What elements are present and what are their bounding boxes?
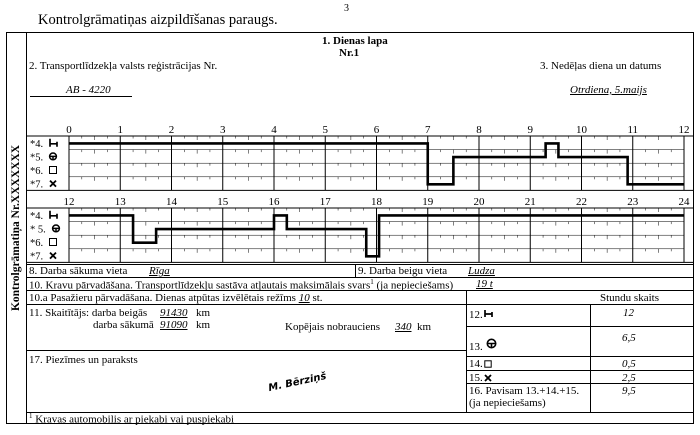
hours-row-availability-value: 2,5	[622, 372, 636, 384]
top-hour-label: 11	[627, 124, 639, 136]
passenger-label	[29, 293, 323, 304]
hours-line-13	[466, 326, 694, 327]
sep-8-9	[355, 264, 356, 277]
top-hour-label: 6	[373, 124, 380, 136]
top-hour-label: 2	[168, 124, 175, 136]
row-line-11	[26, 304, 694, 305]
cargo-label-text: 10. Kravu pārvadāšana. Transportlīdzekļu sastāva atļautais maksimālais svars	[29, 279, 371, 292]
bottom-hour-label: 15	[217, 196, 229, 208]
end-place-value: Ludza	[468, 265, 495, 277]
top-hour-label: 1	[117, 124, 123, 136]
registration-label: 2. Transportlīdzekļa valsts reģistrācijas Nr.	[29, 60, 218, 72]
top-row-label: *6.	[30, 166, 44, 177]
signature: M. Bērziņš	[267, 370, 328, 395]
top-row-label: *5.	[30, 152, 44, 164]
box-icon	[484, 360, 492, 368]
total-distance-label: Kopējais nobrauciens	[285, 321, 380, 333]
bottom-hour-label: 18	[371, 196, 382, 208]
top-hour-label: 10	[576, 124, 587, 136]
top-hour-label: 0	[66, 124, 72, 136]
hours-row-total-note: (ja nepieciešams)	[469, 397, 546, 409]
odometer-start-value: 91090	[160, 319, 188, 331]
top-hour-label: 8	[476, 124, 482, 136]
hours-row-rest-label: 12.	[469, 309, 483, 321]
total-distance-unit: km	[417, 321, 432, 333]
end-place-label: 9. Darba beigu vieta	[358, 265, 448, 277]
cargo-footnote-marker: 1	[370, 278, 374, 286]
bottom-row-label: * 5.	[30, 224, 46, 236]
cross-icon	[50, 181, 56, 187]
top-row-label: *4.	[30, 138, 44, 150]
hours-table-header: Stundu skaits	[600, 292, 659, 304]
weekday-date-value: Otrdiena, 5.maijs	[570, 84, 647, 96]
top-hour-label: 3	[220, 124, 226, 136]
bottom-hour-label: 13	[114, 196, 126, 208]
cross-icon	[50, 253, 56, 259]
steering-wheel-icon	[486, 338, 497, 349]
lower-main-divider	[466, 290, 467, 412]
top-hour-label: 5	[322, 124, 328, 136]
box-icon	[50, 167, 57, 174]
bottom-hour-label: 21	[524, 196, 536, 208]
bottom-hour-label: 19	[422, 196, 434, 208]
side-label: Kontrolgrāmatiņa Nr.XXXXXXX	[10, 144, 22, 312]
cargo-weight-value: 19 t	[476, 278, 493, 290]
bottom-row-label: *4.	[30, 210, 44, 222]
notes-label: 17. Piezīmes un paraksts	[29, 354, 138, 366]
bottom-row-label: *7.	[30, 251, 44, 263]
hours-row-rest-value: 12	[623, 307, 634, 319]
odometer-label: 11. Skaitītājs: darba beigās	[29, 307, 148, 319]
bed-icon	[50, 139, 57, 147]
bottom-hour-label: 22	[576, 196, 587, 208]
start-place-label: 8. Darba sākuma vieta	[29, 265, 128, 277]
top-hour-label: 4	[271, 124, 277, 136]
total-distance-value: 340	[395, 321, 412, 333]
row-line-10	[26, 277, 694, 278]
hours-row-work-label: 14.	[469, 358, 483, 370]
hours-row-availability-label: 15.	[469, 372, 483, 384]
hours-line-14	[466, 356, 694, 357]
hours-row-total-label: 16. Pavisam 13.+14.+15.	[469, 385, 580, 397]
document-title: Kontrolgrāmatiņas aizpildīšanas paraugs.	[38, 12, 278, 28]
bottom-row-label: *6.	[30, 238, 44, 249]
bed-icon	[50, 211, 57, 219]
bottom-hour-label: 12	[63, 196, 75, 208]
bottom-hour-label: 20	[473, 196, 485, 208]
bottom-hour-label: 24	[678, 196, 690, 208]
odometer-start-label: darba sākumā	[93, 319, 154, 331]
hours-row-driving-label: 13.	[469, 341, 483, 353]
rest-mode-value: 10	[298, 292, 310, 304]
odometer-start-unit: km	[196, 319, 211, 331]
odometer-end-unit: km	[196, 307, 211, 319]
footnote-marker: 1	[29, 412, 33, 420]
footnote	[29, 413, 234, 426]
cargo-label-suffix: (ja nepieciešams)	[373, 279, 454, 292]
start-place-value: Rīga	[149, 265, 170, 277]
registration-number: AB - 4220	[66, 84, 111, 96]
lower-value-divider	[590, 304, 591, 412]
row-line-10a	[26, 290, 694, 291]
box-icon	[50, 239, 57, 246]
passenger-label-text: 10.a Pasažieru pārvadāšana. Dienas atpūtas izvēlētais režīms	[29, 292, 296, 304]
odometer-end-value: 91430	[160, 307, 188, 319]
footnote-text: Kravas automobilis ar piekabi vai puspiekabi	[32, 413, 235, 426]
top-hour-label: 7	[425, 124, 431, 136]
bed-icon	[484, 309, 493, 318]
hours-line-15	[466, 370, 694, 371]
bottom-hour-label: 17	[319, 196, 331, 208]
bottom-hour-label: 14	[166, 196, 177, 208]
weekday-date-label: 3. Nedēļas diena un datums	[540, 60, 662, 72]
sheet-number: Nr.1	[339, 47, 360, 59]
top-hour-label: 9	[527, 124, 533, 136]
bottom-hour-label: 16	[268, 196, 280, 208]
page-number: 3	[344, 3, 349, 14]
hours-line-16	[466, 383, 694, 384]
bottom-hour-label: 23	[627, 196, 639, 208]
sheet-title: 1. Dienas lapa	[322, 35, 388, 47]
top-row-label: *7.	[30, 179, 44, 191]
row-line-17	[26, 350, 466, 351]
hours-row-total-value: 9,5	[622, 385, 636, 397]
top-hour-label: 12	[678, 124, 690, 136]
rest-mode-suffix: st.	[312, 292, 323, 304]
cross-icon	[484, 374, 492, 382]
hours-row-work-value: 0,5	[622, 358, 636, 370]
hours-row-driving-value: 6,5	[622, 332, 636, 344]
